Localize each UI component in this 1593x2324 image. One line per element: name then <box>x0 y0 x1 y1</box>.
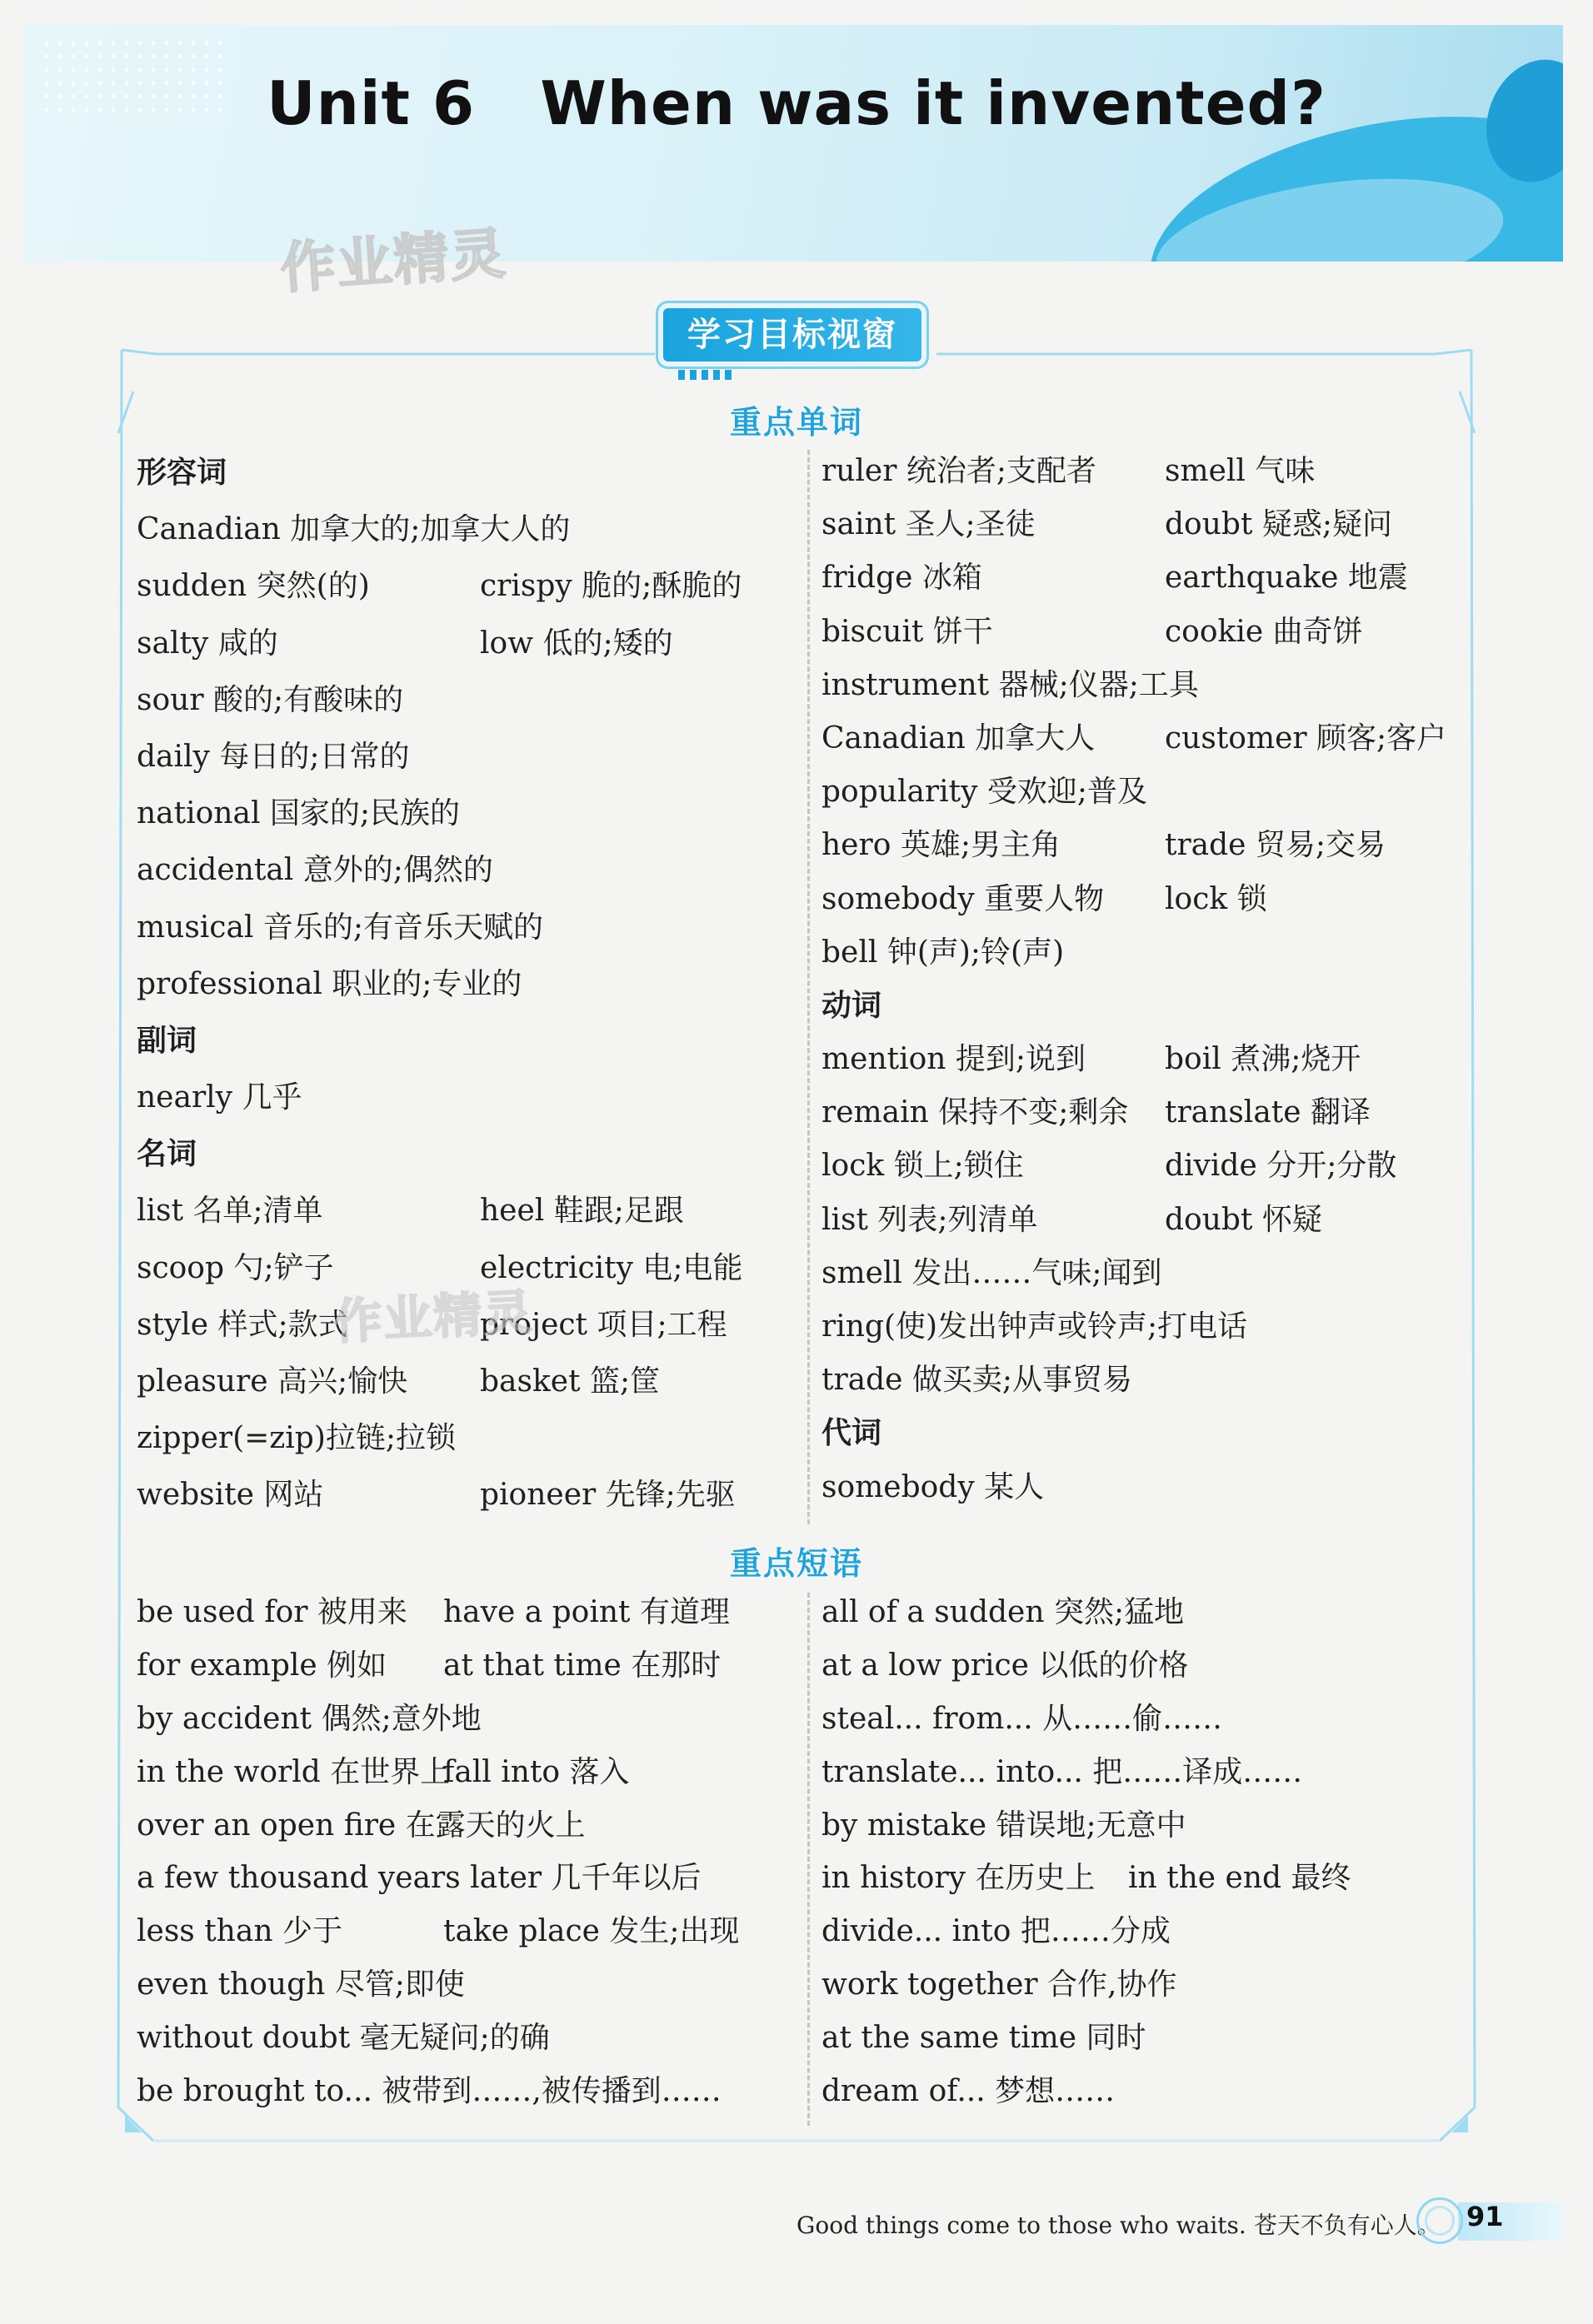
entry-text: pleasure 高兴;愉快 <box>137 1364 408 1399</box>
header-band <box>23 25 1563 262</box>
category-heading-row <box>137 1013 787 1070</box>
page-number: 91 <box>1466 2201 1504 2232</box>
entry-text: by mistake 错误地;无意中 <box>821 1808 1186 1843</box>
entry-row <box>137 616 787 672</box>
entry-text: less than 少于 <box>137 1914 342 1949</box>
entry-text: divide... into 把……分成 <box>821 1914 1171 1949</box>
entry-text: by accident 偶然;意外地 <box>137 1701 482 1736</box>
entry-text-second: doubt 疑惑;疑问 <box>1165 507 1392 542</box>
entry-text-second: boil 煮沸;烧开 <box>1165 1042 1361 1077</box>
entry-row <box>821 1799 1488 1853</box>
entry-text: sudden 突然(的) <box>137 569 370 604</box>
column-divider <box>807 450 810 1524</box>
category-heading: 名词 <box>137 1137 197 1172</box>
entry-text: style 样式;款式 <box>137 1307 348 1342</box>
entry-text: salty 咸的 <box>137 626 278 661</box>
entry-text: fridge 冰箱 <box>821 561 982 596</box>
entry-row <box>821 766 1488 819</box>
entry-text: lock 锁上;锁住 <box>821 1149 1024 1184</box>
entry-row <box>821 1461 1488 1514</box>
entry-row <box>137 501 787 558</box>
watermark: 作业精灵 <box>332 1283 535 1351</box>
entry-row <box>137 900 787 956</box>
entry-text: sour 酸的;有酸味的 <box>137 682 404 717</box>
column-divider <box>807 1593 810 2126</box>
entry-text-second: doubt 怀疑 <box>1165 1202 1322 1237</box>
entry-row <box>821 819 1488 872</box>
entry-text: nearly 几乎 <box>137 1080 302 1115</box>
banner-label: 学习目标视窗 <box>663 308 921 362</box>
category-heading: 副词 <box>137 1023 197 1058</box>
category-heading: 动词 <box>821 988 882 1023</box>
entry-text: hero 英雄;男主角 <box>821 828 1061 863</box>
entry-row <box>821 1194 1488 1247</box>
entry-row <box>821 1693 1488 1746</box>
entry-text-second: pioneer 先锋;先驱 <box>480 1478 736 1513</box>
entry-row <box>821 1746 1488 1799</box>
entry-text: national 国家的;民族的 <box>137 796 461 831</box>
entry-row <box>137 1467 787 1524</box>
entry-text-second: heel 鞋跟;足跟 <box>480 1194 684 1229</box>
entry-text: Canadian 加拿大的;加拿大人的 <box>137 512 571 547</box>
entry-text: somebody 重要人物 <box>821 881 1105 916</box>
entry-row <box>821 445 1488 498</box>
entry-text: translate... into... 把……译成…… <box>821 1754 1303 1789</box>
entry-text: without doubt 毫无疑问;的确 <box>137 2021 550 2056</box>
entry-text: scoop 勺;铲子 <box>137 1250 334 1285</box>
entry-text: over an open fire 在露天的火上 <box>137 1808 586 1843</box>
entry-text-second: crispy 脆的;酥脆的 <box>480 569 742 604</box>
entry-text: work together 合作,协作 <box>821 1967 1177 2002</box>
entry-row <box>137 1639 787 1693</box>
entry-text: accidental 意外的;偶然的 <box>137 853 493 888</box>
entry-text: ring(使)发出钟声或铃声;打电话 <box>821 1309 1248 1344</box>
footer-quote: Good things come to those who waits. 苍天不负有心人。 <box>796 2212 1441 2239</box>
entry-row <box>821 1958 1488 2012</box>
entry-row <box>821 606 1488 659</box>
category-heading-row <box>821 1407 1488 1460</box>
entry-text: a few thousand years later 几千年以后 <box>137 1861 702 1896</box>
entry-text: even though 尽管;即使 <box>137 1967 465 2002</box>
category-heading-row <box>137 445 787 501</box>
entry-text: all of a sudden 突然;猛地 <box>821 1595 1185 1629</box>
vocab-right-column <box>821 445 1488 1514</box>
entry-row <box>137 1410 787 1467</box>
section-banner <box>655 293 935 387</box>
entry-row <box>821 1247 1488 1300</box>
watermark: 作业精灵 <box>278 221 509 302</box>
entry-row <box>821 2012 1488 2065</box>
entry-row <box>821 1905 1488 1958</box>
entry-row <box>137 672 787 729</box>
entry-text: trade 做买卖;从事贸易 <box>821 1363 1133 1398</box>
entry-row <box>137 1586 787 1639</box>
entry-row <box>821 926 1488 980</box>
entry-text: zipper(=zip)拉链;拉锁 <box>137 1421 456 1456</box>
category-heading-row <box>821 980 1488 1033</box>
entry-text: list 列表;列清单 <box>821 1202 1038 1237</box>
entry-row <box>137 1905 787 1958</box>
entry-row <box>821 1300 1488 1354</box>
entry-text: at the same time 同时 <box>821 2021 1146 2056</box>
entry-text: be brought to... 被带到……,被传播到…… <box>137 2074 722 2109</box>
entry-row <box>821 873 1488 926</box>
entry-row <box>821 2065 1488 2118</box>
entry-text-second: divide 分开;分散 <box>1165 1149 1397 1184</box>
entry-row <box>137 1958 787 2012</box>
entry-text-second: take place 发生;出现 <box>443 1914 740 1949</box>
page-badge <box>1416 2197 1563 2246</box>
entry-text: be used for 被用来 <box>137 1595 407 1629</box>
entry-text: in history 在历史上 <box>821 1861 1096 1896</box>
entry-row <box>137 558 787 615</box>
entry-row <box>137 956 787 1013</box>
entry-row <box>821 1033 1488 1086</box>
entry-row <box>137 842 787 899</box>
entry-text-second: customer 顾客;客户 <box>1165 721 1447 756</box>
vocab-left-column <box>137 445 787 1524</box>
entry-text: Canadian 加拿大人 <box>821 721 1096 756</box>
entry-text-second: basket 篮;筐 <box>480 1364 661 1399</box>
entry-text: list 名单;清单 <box>137 1194 323 1229</box>
entry-row <box>821 1852 1488 1905</box>
entry-row <box>137 2065 787 2118</box>
entry-text: instrument 器械;仪器;工具 <box>821 667 1199 702</box>
category-heading: 形容词 <box>137 456 227 490</box>
entry-text: remain 保持不变;剩余 <box>821 1095 1129 1130</box>
spiral-icon-inner <box>1425 2206 1455 2236</box>
entry-row <box>821 1586 1488 1639</box>
entry-text: biscuit 饼干 <box>821 614 993 649</box>
entry-text: professional 职业的;专业的 <box>137 966 522 1001</box>
entry-text: popularity 受欢迎;普及 <box>821 775 1148 810</box>
phrases-left-column <box>137 1586 787 2118</box>
entry-row <box>821 1140 1488 1193</box>
entry-text-second: trade 贸易;交易 <box>1165 828 1386 863</box>
entry-text-second: low 低的;矮的 <box>480 626 673 661</box>
entry-text-second: fall into 落入 <box>443 1754 630 1789</box>
entry-text: ruler 统治者;支配者 <box>821 454 1096 488</box>
entry-text-second: in the end 最终 <box>1128 1861 1351 1896</box>
entry-row <box>821 1639 1488 1693</box>
entry-text-second: have a point 有道理 <box>443 1595 730 1629</box>
category-heading: 代词 <box>821 1416 882 1451</box>
entry-text-second: cookie 曲奇饼 <box>1165 614 1363 649</box>
entry-row <box>821 659 1488 712</box>
entry-row <box>137 729 787 785</box>
entry-text-second: lock 锁 <box>1165 881 1267 916</box>
entry-text: at a low price 以低的价格 <box>821 1648 1189 1683</box>
section-title-vocab: 重点单词 <box>729 404 863 441</box>
entry-text-second: project 项目;工程 <box>480 1307 727 1342</box>
entry-row <box>137 1746 787 1799</box>
entry-text: smell 发出……气味;闻到 <box>821 1255 1162 1290</box>
entry-row <box>137 1799 787 1853</box>
entry-row <box>821 1354 1488 1407</box>
entry-text: website 网站 <box>137 1478 324 1513</box>
unit-title: Unit 6 When was it invented? <box>267 68 1326 138</box>
entry-text: mention 提到;说到 <box>821 1042 1086 1077</box>
entry-text-second: electricity 电;电能 <box>480 1250 743 1285</box>
entry-text: daily 每日的;日常的 <box>137 739 410 774</box>
entry-row <box>821 551 1488 605</box>
category-heading-row <box>137 1126 787 1183</box>
entry-row <box>137 1183 787 1239</box>
entry-row <box>137 1070 787 1126</box>
entry-text: for example 例如 <box>137 1648 387 1683</box>
entry-row <box>821 498 1488 551</box>
entry-text: in the world 在世界上 <box>137 1754 451 1789</box>
entry-row <box>821 1086 1488 1140</box>
entry-text-second: earthquake 地震 <box>1165 561 1408 596</box>
entry-row <box>137 1693 787 1746</box>
entry-row <box>137 1852 787 1905</box>
entry-text: dream of... 梦想…… <box>821 2074 1116 2109</box>
entry-text-second: smell 气味 <box>1165 454 1316 488</box>
entry-text-second: translate 翻译 <box>1165 1095 1371 1130</box>
entry-text-second: at that time 在那时 <box>443 1648 722 1683</box>
entry-row <box>137 1354 787 1410</box>
entry-text: saint 圣人;圣徒 <box>821 507 1036 542</box>
entry-text: bell 钟(声);铃(声) <box>821 935 1065 970</box>
entry-row <box>137 785 787 842</box>
entry-row <box>821 712 1488 766</box>
entry-text: musical 音乐的;有音乐天赋的 <box>137 910 544 945</box>
phrases-right-column <box>821 1586 1488 2118</box>
section-title-phrases: 重点短语 <box>729 1545 863 1582</box>
entry-text: steal... from... 从……偷…… <box>821 1701 1223 1736</box>
entry-row <box>137 2012 787 2065</box>
entry-text: somebody 某人 <box>821 1469 1045 1504</box>
banner-stripes <box>678 370 737 380</box>
